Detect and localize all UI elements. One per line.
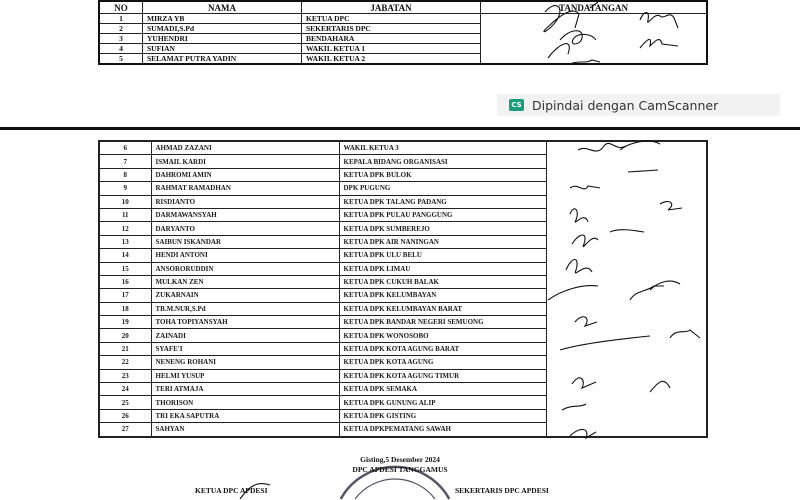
cell-no: 5 [99, 54, 143, 65]
cell-no: 25 [99, 396, 151, 409]
table-row [99, 195, 707, 208]
officers-table-top [98, 0, 708, 65]
cell-signature [546, 409, 707, 422]
table-row [99, 289, 707, 302]
cell-position: KEPALA BIDANG ORGANISASI [339, 155, 546, 168]
page-divider [0, 127, 800, 130]
place-date: Gisting,5 Desember 2024 [360, 455, 440, 464]
cell-signature [546, 249, 707, 262]
camscanner-icon: CS [509, 99, 524, 111]
cell-position: KETUA DPK KOTA AGUNG TIMUR [339, 369, 546, 382]
cell-no: 12 [99, 222, 151, 235]
cell-no: 26 [99, 409, 151, 422]
cell-name: DAHROMI AMIN [151, 168, 339, 181]
table-row [99, 423, 707, 437]
cell-signature [546, 356, 707, 369]
cell-no: 6 [99, 141, 151, 155]
table-row [99, 383, 707, 396]
cell-no: 18 [99, 302, 151, 315]
header-no: NO [99, 1, 143, 14]
cell-name: DARYANTO [151, 222, 339, 235]
cell-name: RISDIANTO [151, 195, 339, 208]
cell-signature [546, 182, 707, 195]
cell-name: RAHMAT RAMADHAN [151, 182, 339, 195]
cell-name: ANSORORUDDIN [151, 262, 339, 275]
cell-name: TB.M.NUR,S.Pd [151, 302, 339, 315]
cell-signature [546, 141, 707, 155]
table-row [99, 222, 707, 235]
table-row [99, 396, 707, 409]
cell-position: KETUA DPK BANDAR NEGERI SEMUONG [339, 316, 546, 329]
cell-signature [546, 168, 707, 181]
table-row [99, 168, 707, 181]
sekertaris-title: SEKERTARIS DPC APDESI [455, 486, 549, 495]
cell-position: BENDAHARA [302, 34, 481, 44]
cell-no: 24 [99, 383, 151, 396]
cell-position: KETUA DPC [302, 14, 481, 24]
cell-position: WAKIL KETUA 2 [302, 54, 481, 65]
cell-no: 13 [99, 235, 151, 248]
cell-name: ZAINADI [151, 329, 339, 342]
cell-signature [546, 302, 707, 315]
cell-signature [481, 14, 708, 24]
cell-no: 16 [99, 275, 151, 288]
cell-signature [546, 383, 707, 396]
official-stamp-inner-ring [355, 479, 435, 499]
cell-position: WAKIL KETUA 1 [302, 44, 481, 54]
table-row [99, 409, 707, 422]
cell-no: 4 [99, 44, 143, 54]
cell-signature [546, 275, 707, 288]
cell-no: 1 [99, 14, 143, 24]
table-row [99, 235, 707, 248]
cell-no: 9 [99, 182, 151, 195]
cell-position: SEKERTARIS DPC [302, 24, 481, 34]
cell-no: 21 [99, 342, 151, 355]
table-row [99, 44, 707, 54]
cell-no: 7 [99, 155, 151, 168]
cell-signature [481, 24, 708, 34]
cell-name: HELMI YUSUP [151, 369, 339, 382]
cell-position: KETUA DPK AIR NANINGAN [339, 235, 546, 248]
cell-name: SELAMAT PUTRA YADIN [143, 54, 302, 65]
table-row [99, 275, 707, 288]
cell-signature [546, 208, 707, 221]
cell-signature [481, 54, 708, 65]
cell-signature [546, 235, 707, 248]
table-row [99, 24, 707, 34]
cell-position: DPK PUGUNG [339, 182, 546, 195]
cell-signature [546, 369, 707, 382]
cell-name: TOHA TOPIYANSYAH [151, 316, 339, 329]
cell-name: SUMADI,S.Pd [143, 24, 302, 34]
table-row [99, 342, 707, 355]
cell-no: 20 [99, 329, 151, 342]
cell-name: YUHENDRI [143, 34, 302, 44]
cell-signature [546, 342, 707, 355]
cell-position: KETUA DPK SUMBEREJO [339, 222, 546, 235]
header-tandatangan: TANDATANGAN [481, 1, 708, 14]
cell-position: KETUA DPK GISTING [339, 409, 546, 422]
cell-signature [481, 34, 708, 44]
table-row [99, 329, 707, 342]
camscanner-badge [497, 94, 780, 116]
cell-no: 23 [99, 369, 151, 382]
officers-table-bottom [98, 140, 708, 438]
cell-position: KETUA DPK GUNUNG ALIP [339, 396, 546, 409]
cell-name: HENDI ANTONI [151, 249, 339, 262]
table-row [99, 369, 707, 382]
cell-name: SYAFE'I [151, 342, 339, 355]
organization-name: DPC APDESI TANGGAMUS [352, 465, 448, 474]
cell-position: KETUA DPK KELUMBAYAN BARAT [339, 302, 546, 315]
cell-position: WAKIL KETUA 3 [339, 141, 546, 155]
table-row [99, 14, 707, 24]
cell-position: KETUA DPK PULAU PANGGUNG [339, 208, 546, 221]
cell-signature [546, 316, 707, 329]
cell-position: KETUA DPK ULU BELU [339, 249, 546, 262]
table-row [99, 182, 707, 195]
cell-name: AHMAD ZAZANI [151, 141, 339, 155]
camscanner-text: Dipindai dengan CamScanner [532, 97, 719, 113]
cell-no: 14 [99, 249, 151, 262]
cell-no: 3 [99, 34, 143, 44]
cell-no: 11 [99, 208, 151, 221]
cell-name: TRI EKA SAPUTRA [151, 409, 339, 422]
cell-position: KETUA DPK KOTA AGUNG [339, 356, 546, 369]
cell-no: 19 [99, 316, 151, 329]
header-jabatan: JABATAN [302, 1, 481, 14]
cell-position: KETUA DPK SEMAKA [339, 383, 546, 396]
cell-name: ISMAIL KARDI [151, 155, 339, 168]
table-row [99, 356, 707, 369]
cell-no: 15 [99, 262, 151, 275]
table-row [99, 208, 707, 221]
cell-position: KETUA DPK BULOK [339, 168, 546, 181]
cell-name: NENENG ROHANI [151, 356, 339, 369]
cell-no: 10 [99, 195, 151, 208]
cell-name: SAIBUN ISKANDAR [151, 235, 339, 248]
cell-position: KETUA DPK KELUMBAYAN [339, 289, 546, 302]
cell-position: KETUA DPKPEMATANG SAWAH [339, 423, 546, 437]
cell-no: 8 [99, 168, 151, 181]
header-nama: NAMA [143, 1, 302, 14]
cell-name: MIRZA YB [143, 14, 302, 24]
table-row [99, 141, 707, 155]
cell-no: 2 [99, 24, 143, 34]
table-row [99, 155, 707, 168]
cell-name: ZUKARNAIN [151, 289, 339, 302]
cell-no: 22 [99, 356, 151, 369]
cell-signature [546, 222, 707, 235]
cell-position: KETUA DPK TALANG PADANG [339, 195, 546, 208]
cell-name: SUFIAN [143, 44, 302, 54]
cell-name: DARMAWANSYAH [151, 208, 339, 221]
table-row [99, 249, 707, 262]
table-row [99, 34, 707, 44]
table-row [99, 262, 707, 275]
cell-signature [546, 289, 707, 302]
cell-name: MULKAN ZEN [151, 275, 339, 288]
cell-signature [546, 423, 707, 437]
cell-signature [546, 262, 707, 275]
cell-position: KETUA DPK WONOSOBO [339, 329, 546, 342]
cell-signature [546, 396, 707, 409]
ketua-title: KETUA DPC APDESI [195, 486, 268, 495]
cell-name: THORISON [151, 396, 339, 409]
cell-signature [546, 155, 707, 168]
cell-position: KETUA DPK CUKUH BALAK [339, 275, 546, 288]
table-row [99, 316, 707, 329]
cell-signature [481, 44, 708, 54]
cell-position: KETUA DPK KOTA AGUNG BARAT [339, 342, 546, 355]
cell-no: 27 [99, 423, 151, 437]
cell-position: KETUA DPK LIMAU [339, 262, 546, 275]
cell-signature [546, 195, 707, 208]
table-row [99, 54, 707, 65]
cell-name: TERI ATMAJA [151, 383, 339, 396]
table-row [99, 302, 707, 315]
cell-signature [546, 329, 707, 342]
cell-no: 17 [99, 289, 151, 302]
cell-name: SAHYAN [151, 423, 339, 437]
